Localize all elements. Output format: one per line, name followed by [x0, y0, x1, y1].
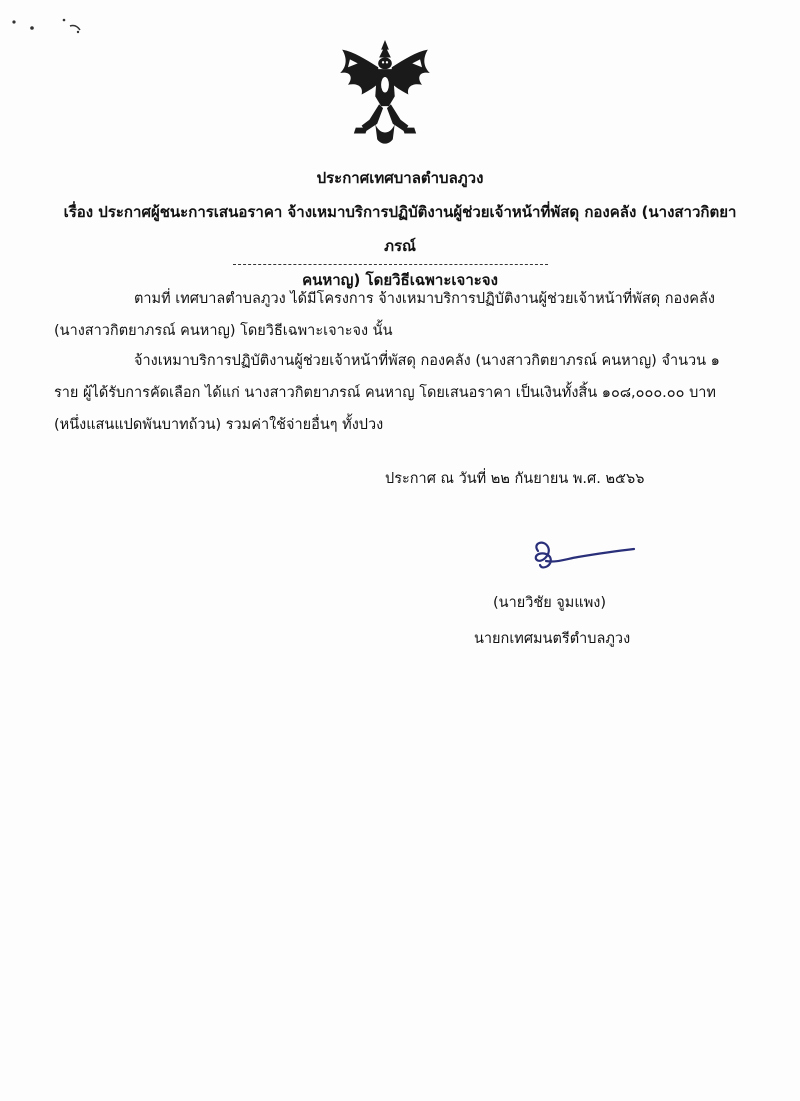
document-title: ประกาศเทศบาลตำบลภูวง — [316, 169, 484, 187]
signer-name: (นายวิชัย จูมแพง) — [493, 595, 606, 611]
signer-position: นายกเทศมนตรีตำบลภูวง — [474, 631, 631, 647]
handwritten-signature — [526, 537, 636, 577]
announcement-date: ประกาศ ณ วันที่ ๒๒ กันยายน พ.ศ. ๒๕๖๖ — [385, 471, 645, 487]
scan-marks — [8, 14, 98, 44]
body-paragraph-2: จ้างเหมาบริการปฏิบัติงานผู้ช่วยเจ้าหน้าที่พัสดุ กองคลัง (นางสาวกิตยาภรณ์ คนหาญ) จำนวน ๑ ราย ผู้ได้รับการคัดเลือก ได้แก่ นางสาวกิตยาภรณ์ คนหาญ โดยเสนอราคา เป็นเงินทั้งสิ้น ๑๐๘,๐๐๐.๐๐ บาท (หนึ่งแสนแปดพันบาทถ้วน) รวมค่าใช้จ่ายอื่นๆ ทั้งปวง — [54, 353, 720, 433]
document-subject — [60, 195, 740, 297]
garuda-emblem-icon — [336, 38, 434, 150]
body-paragraph-1: ตามที่ เทศบาลตำบลภูวง ได้มีโครงการ จ้างเหมาบริการปฏิบัติงานผู้ช่วยเจ้าหน้าที่พัสดุ กองคลัง (นางสาวกิตยาภรณ์ คนหาญ) โดยวิธีเฉพาะเจาะจง นั้น — [54, 291, 715, 339]
subject-line-2: คนหาญ) โดยวิธีเฉพาะเจาะจง — [302, 271, 498, 289]
header-divider — [233, 264, 548, 265]
subject-line-1: เรื่อง ประกาศผู้ชนะการเสนอราคา จ้างเหมาบริการปฏิบัติงานผู้ช่วยเจ้าหน้าที่พัสดุ กองคลัง (นางสาวกิตยาภรณ์ — [63, 203, 737, 255]
